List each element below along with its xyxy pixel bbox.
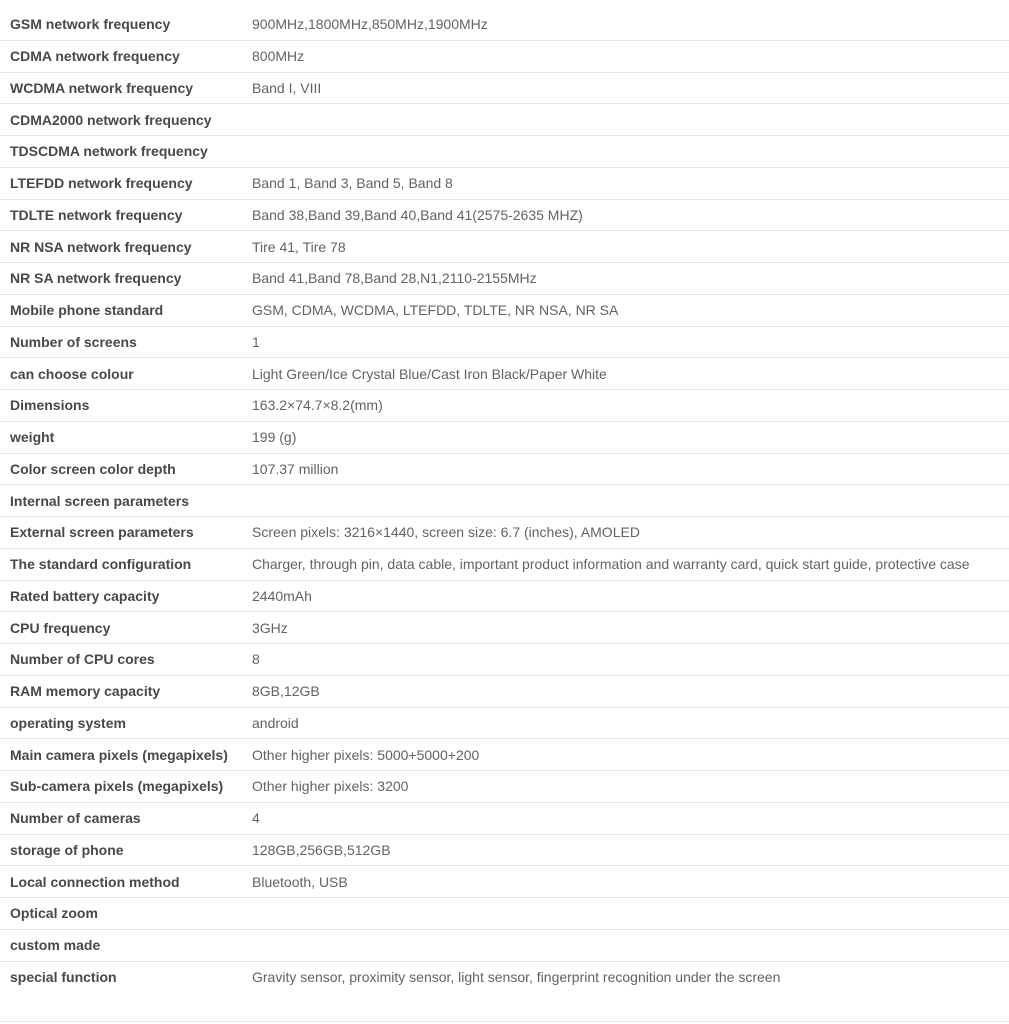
table-row <box>0 422 1009 454</box>
spec-value: Tire 41, Tire 78 <box>252 238 346 255</box>
table-row <box>0 803 1009 835</box>
spec-label: RAM memory capacity <box>10 683 161 700</box>
spec-label: Mobile phone standard <box>10 302 164 319</box>
spec-value: 2440mAh <box>252 587 312 604</box>
spec-value: 8GB,12GB <box>252 683 320 700</box>
spec-value: android <box>252 714 299 731</box>
spec-value: 199 (g) <box>252 429 297 446</box>
table-row <box>0 454 1009 486</box>
spec-label: Optical zoom <box>10 905 98 922</box>
spec-label: CDMA2000 network frequency <box>10 111 212 128</box>
table-row <box>0 771 1009 803</box>
spec-label: LTEFDD network frequency <box>10 175 193 192</box>
table-row <box>0 898 1009 930</box>
table-row <box>0 295 1009 327</box>
table-row <box>0 866 1009 898</box>
spec-label: Number of cameras <box>10 810 141 827</box>
spec-label: Color screen color depth <box>10 460 176 477</box>
spec-value: Band 1, Band 3, Band 5, Band 8 <box>252 175 453 192</box>
table-row <box>0 136 1009 168</box>
spec-label: can choose colour <box>10 365 134 382</box>
spec-value: 1 <box>252 333 260 350</box>
table-row <box>0 200 1009 232</box>
table-bottom-divider <box>0 1021 1009 1022</box>
spec-label: custom made <box>10 937 101 954</box>
spec-value: Other higher pixels: 3200 <box>252 778 409 795</box>
spec-value: 4 <box>252 810 260 827</box>
table-row <box>0 549 1009 581</box>
spec-label: Local connection method <box>10 873 180 890</box>
table-row <box>0 104 1009 136</box>
spec-label: The standard configuration <box>10 556 192 573</box>
spec-label: Number of CPU cores <box>10 651 155 668</box>
spec-label: Sub-camera pixels (megapixels) <box>10 778 224 795</box>
table-row <box>0 708 1009 740</box>
spec-label: special function <box>10 969 117 986</box>
spec-label: Internal screen parameters <box>10 492 189 509</box>
spec-value: Bluetooth, USB <box>252 873 348 890</box>
table-row <box>0 930 1009 962</box>
spec-label: GSM network frequency <box>10 16 171 33</box>
spec-label: NR SA network frequency <box>10 270 182 287</box>
table-row <box>0 517 1009 549</box>
table-row <box>0 485 1009 517</box>
spec-label: TDLTE network frequency <box>10 206 183 223</box>
table-row <box>0 676 1009 708</box>
table-row <box>0 41 1009 73</box>
table-row <box>0 835 1009 867</box>
spec-label: Main camera pixels (megapixels) <box>10 746 228 763</box>
spec-value: Light Green/Ice Crystal Blue/Cast Iron Black/Paper White <box>252 365 607 382</box>
spec-label: CPU frequency <box>10 619 111 636</box>
spec-label: weight <box>10 429 55 446</box>
table-row <box>0 644 1009 676</box>
spec-value: Band 41,Band 78,Band 28,N1,2110-2155MHz <box>252 270 537 287</box>
spec-value: Screen pixels: 3216×1440, screen size: 6.7 (inches), AMOLED <box>252 524 640 541</box>
table-row <box>0 612 1009 644</box>
table-row <box>0 327 1009 359</box>
table-row <box>0 168 1009 200</box>
spec-value: 3GHz <box>252 619 288 636</box>
spec-value: 8 <box>252 651 260 668</box>
table-row <box>0 9 1009 41</box>
spec-table <box>0 9 1009 993</box>
spec-label: storage of phone <box>10 841 124 858</box>
table-row <box>0 581 1009 613</box>
table-row <box>0 73 1009 105</box>
spec-value: Band 38,Band 39,Band 40,Band 41(2575-2635 MHZ) <box>252 206 583 223</box>
spec-value: Gravity sensor, proximity sensor, light sensor, fingerprint recognition under the screen <box>252 969 781 986</box>
spec-label: Dimensions <box>10 397 90 414</box>
spec-label: NR NSA network frequency <box>10 238 192 255</box>
table-row <box>0 962 1009 994</box>
spec-label: Number of screens <box>10 333 137 350</box>
spec-label: TDSCDMA network frequency <box>10 143 208 160</box>
spec-label: External screen parameters <box>10 524 194 541</box>
spec-label: WCDMA network frequency <box>10 79 194 96</box>
spec-value: Charger, through pin, data cable, important product information and warranty card, quick start guide, protective case <box>252 556 970 573</box>
table-row <box>0 390 1009 422</box>
spec-value: GSM, CDMA, WCDMA, LTEFDD, TDLTE, NR NSA, NR SA <box>252 302 619 319</box>
spec-value: 107.37 million <box>252 460 339 477</box>
table-row <box>0 263 1009 295</box>
table-row <box>0 231 1009 263</box>
spec-label: Rated battery capacity <box>10 587 160 604</box>
spec-value: 128GB,256GB,512GB <box>252 841 391 858</box>
table-row <box>0 739 1009 771</box>
spec-value: 800MHz <box>252 48 305 65</box>
spec-label: CDMA network frequency <box>10 48 180 65</box>
spec-value: Band I, VIII <box>252 79 322 96</box>
spec-value: 163.2×74.7×8.2(mm) <box>252 397 383 414</box>
spec-label: operating system <box>10 714 126 731</box>
spec-value: Other higher pixels: 5000+5000+200 <box>252 746 480 763</box>
spec-value: 900MHz,1800MHz,850MHz,1900MHz <box>252 16 488 33</box>
table-row <box>0 358 1009 390</box>
